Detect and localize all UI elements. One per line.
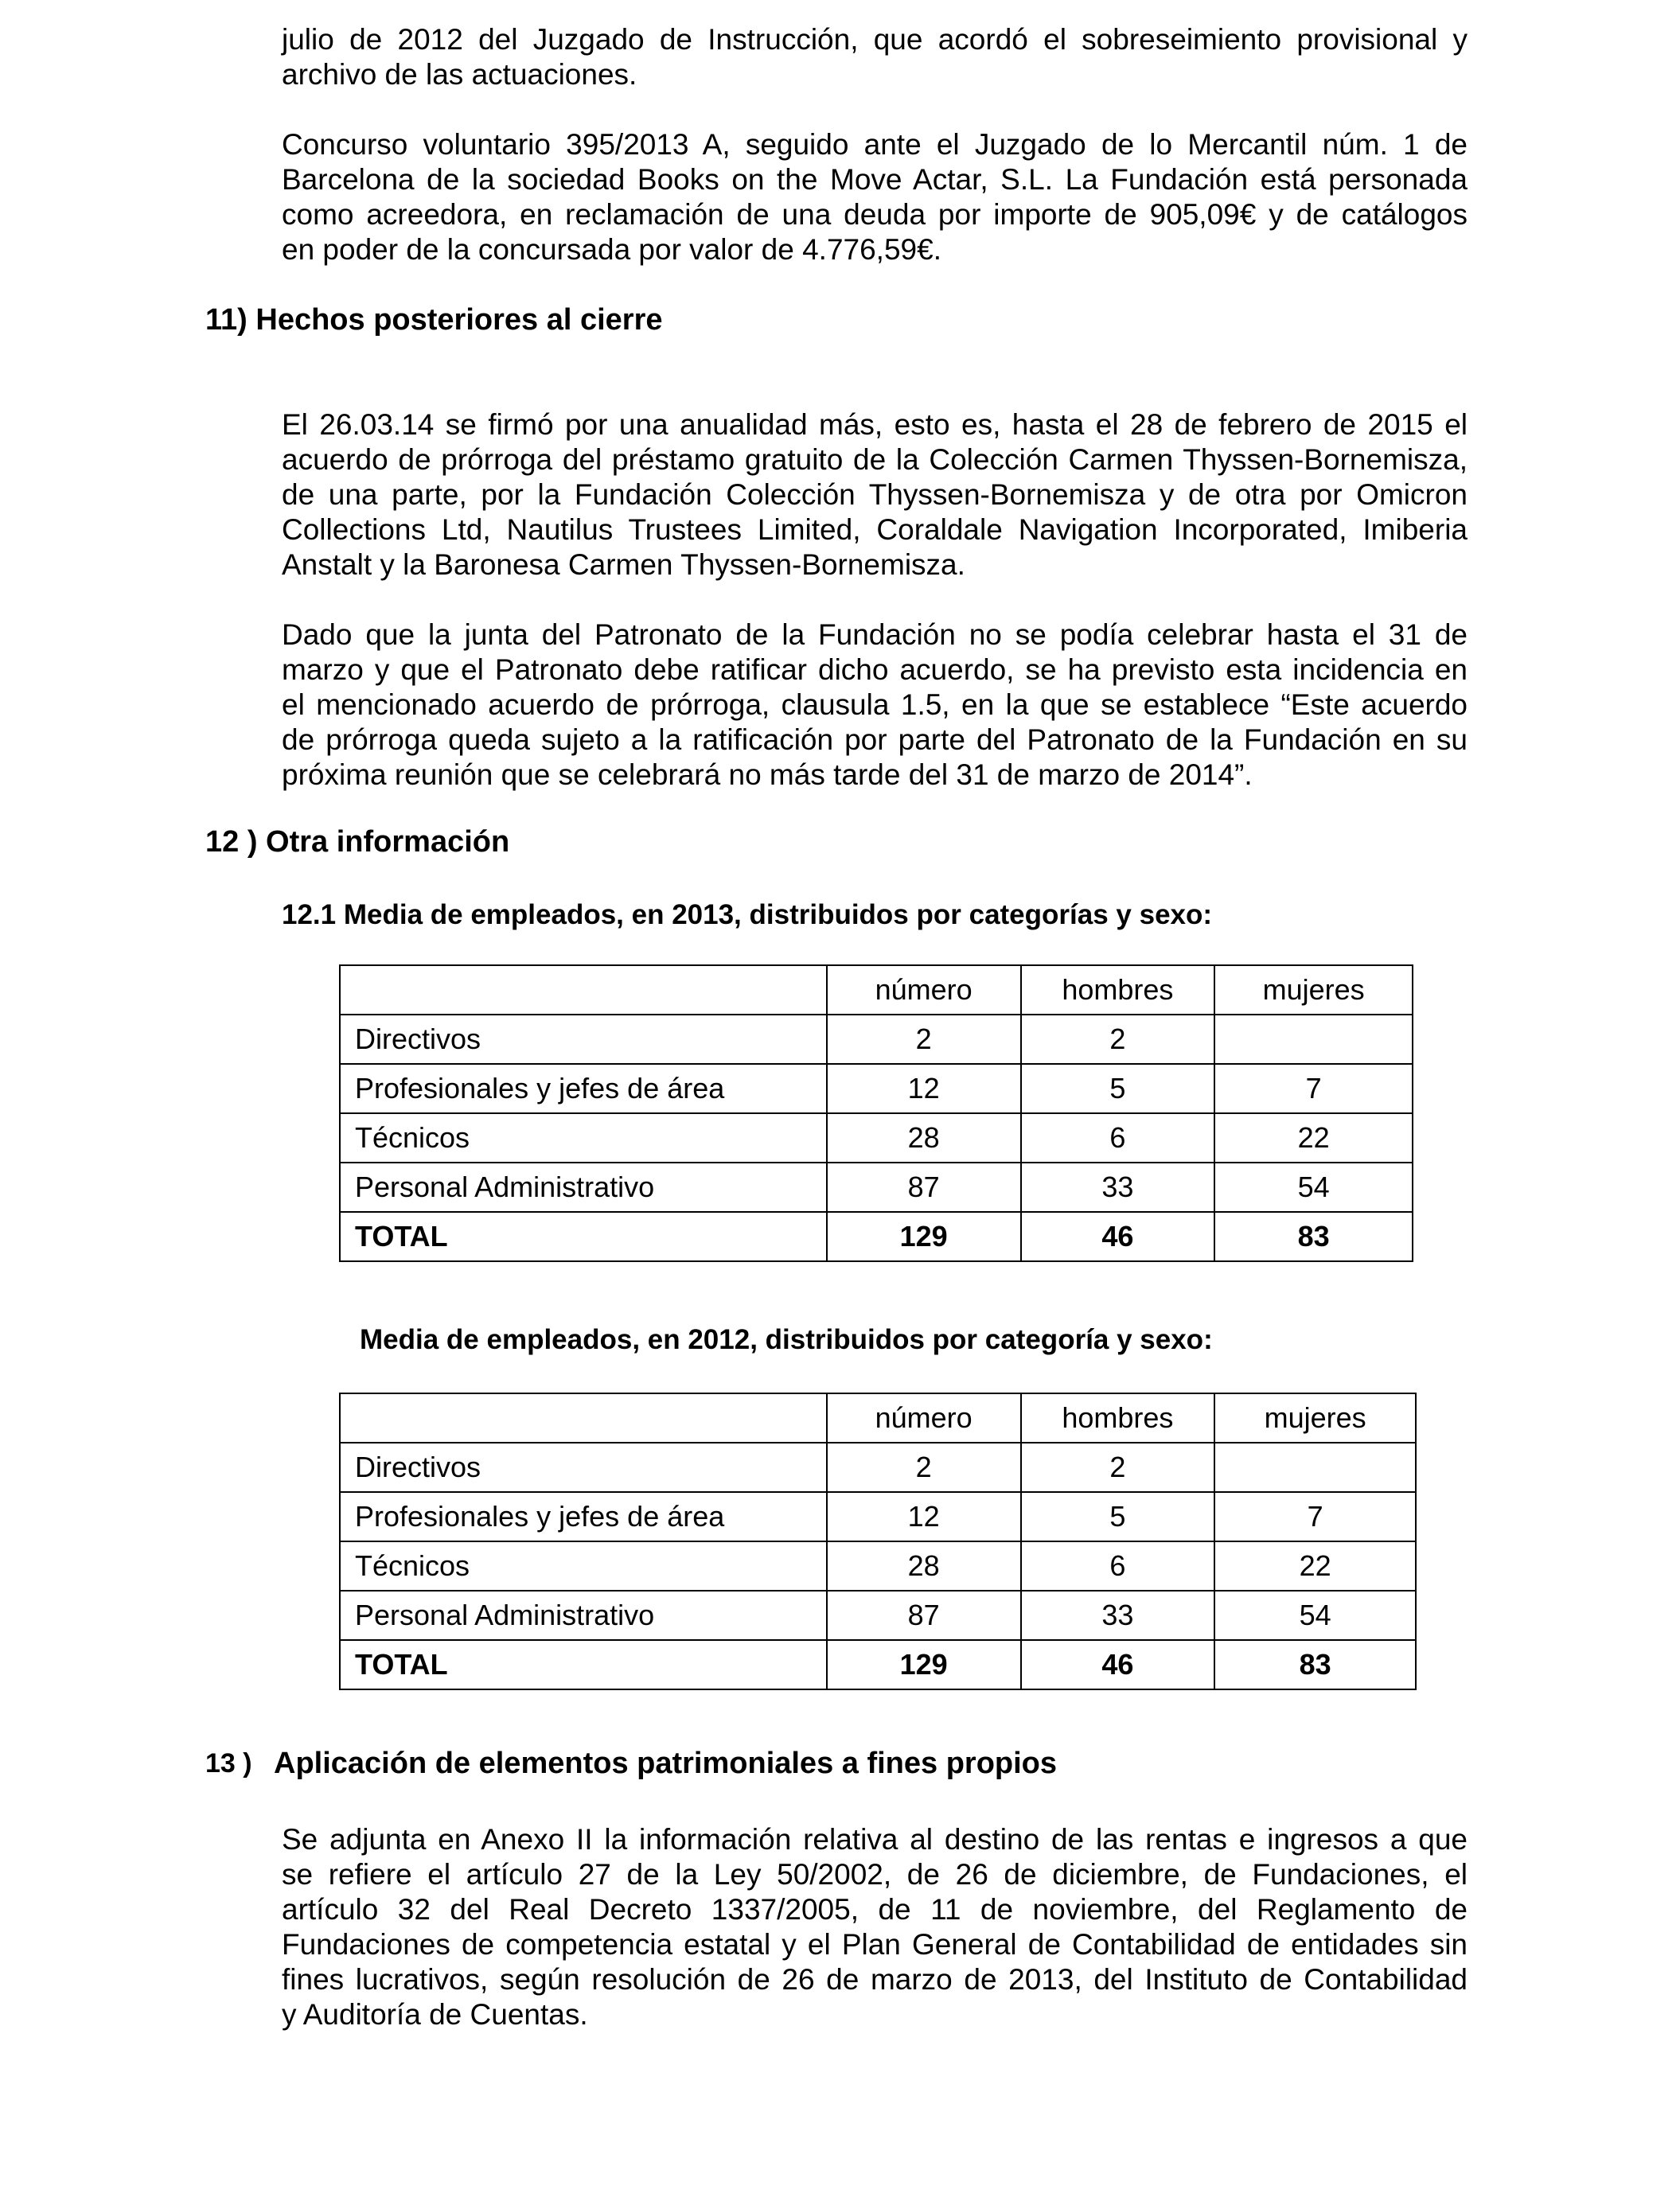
table-row — [340, 1064, 1413, 1113]
concurso-paragraph — [282, 127, 1468, 267]
category-cell: Personal Administrativo — [340, 1163, 827, 1212]
value-cell: 2 — [1021, 1015, 1215, 1064]
table-total-row — [340, 1212, 1413, 1261]
category-cell: Directivos — [340, 1015, 827, 1064]
value-cell: 7 — [1214, 1064, 1413, 1113]
paragraph-line: en poder de la concursada por valor de 4.776,59€. — [282, 233, 941, 266]
employees-table-2013 — [339, 964, 1413, 1262]
value-cell: 129 — [827, 1640, 1021, 1689]
value-cell — [1214, 1015, 1413, 1064]
table-2012-caption: Media de empleados, en 2012, distribuidos por categoría y sexo: — [360, 1324, 1213, 1355]
value-cell: 6 — [1021, 1113, 1215, 1163]
value-cell — [1214, 1443, 1416, 1492]
paragraph-line: de una parte, por la Fundación Colección Thyssen-Bornemisza y de otra por Omicron — [282, 478, 1468, 511]
paragraph-line: acuerdo de prórroga del préstamo gratuito de la Colección Carmen Thyssen-Bornemisza, — [282, 443, 1468, 476]
value-cell: 5 — [1021, 1492, 1215, 1541]
paragraph-line: Collections Ltd, Nautilus Trustees Limited, Coraldale Navigation Incorporated, Imiberia — [282, 513, 1468, 546]
value-cell: 54 — [1214, 1163, 1413, 1212]
table-total-row — [340, 1640, 1416, 1689]
paragraph-line: de prórroga queda sujeto a la ratificación por parte del Patronato de la Fundación en su — [282, 723, 1468, 756]
table-row — [340, 1113, 1413, 1163]
paragraph-line: próxima reunión que se celebrará no más tarde del 31 de marzo de 2014”. — [282, 758, 1253, 791]
value-cell: 28 — [827, 1113, 1021, 1163]
value-cell: 87 — [827, 1163, 1021, 1212]
category-cell: Directivos — [340, 1443, 827, 1492]
paragraph-line: artículo 32 del Real Decreto 1337/2005, de 11 de noviembre, del Reglamento de — [282, 1893, 1468, 1926]
value-cell: mujeres — [1214, 965, 1413, 1015]
section-13-title: Aplicación de elementos patrimoniales a fines propios — [274, 1747, 1058, 1780]
table-header-row — [340, 1393, 1416, 1443]
paragraph-line: Fundaciones de competencia estatal y el Plan General de Contabilidad de entidades sin — [282, 1928, 1468, 1961]
category-cell: Profesionales y jefes de área — [340, 1064, 827, 1113]
paragraph-line: el mencionado acuerdo de prórroga, clausula 1.5, en la que se establece “Este acuerdo — [282, 688, 1468, 721]
table-row — [340, 1015, 1413, 1064]
value-cell: 129 — [827, 1212, 1021, 1261]
employees-table-2012 — [339, 1393, 1417, 1690]
value-cell: 33 — [1021, 1163, 1215, 1212]
section-13-paragraph — [282, 1822, 1468, 2032]
section-11-paragraph-1 — [282, 407, 1468, 582]
value-cell: 54 — [1214, 1591, 1416, 1640]
value-cell: 12 — [827, 1064, 1021, 1113]
value-cell: 83 — [1214, 1640, 1416, 1689]
value-cell: 6 — [1021, 1541, 1215, 1591]
value-cell: 7 — [1214, 1492, 1416, 1541]
category-cell — [340, 965, 827, 1015]
category-cell: TOTAL — [340, 1212, 827, 1261]
paragraph-line: marzo y que el Patronato debe ratificar dicho acuerdo, se ha previsto esta incidencia en — [282, 653, 1468, 686]
value-cell: 2 — [827, 1015, 1021, 1064]
category-cell — [340, 1393, 827, 1443]
table-row — [340, 1492, 1416, 1541]
section-12-title: 12 ) Otra información — [205, 825, 510, 859]
intro-paragraph — [282, 22, 1468, 92]
paragraph-line: como acreedora, en reclamación de una deuda por importe de 905,09€ y de catálogos — [282, 198, 1468, 231]
value-cell: 83 — [1214, 1212, 1413, 1261]
value-cell: número — [827, 1393, 1021, 1443]
paragraph-line: Concurso voluntario 395/2013 A, seguido ante el Juzgado de lo Mercantil núm. 1 de — [282, 128, 1468, 161]
paragraph-line: archivo de las actuaciones. — [282, 58, 637, 91]
value-cell: 2 — [1021, 1443, 1215, 1492]
paragraph-line: y Auditoría de Cuentas. — [282, 1998, 588, 2031]
category-cell: TOTAL — [340, 1640, 827, 1689]
value-cell: 12 — [827, 1492, 1021, 1541]
value-cell: hombres — [1021, 965, 1215, 1015]
table-row — [340, 1541, 1416, 1591]
value-cell: 2 — [827, 1443, 1021, 1492]
value-cell: número — [827, 965, 1021, 1015]
paragraph-line: Anstalt y la Baronesa Carmen Thyssen-Bornemisza. — [282, 548, 965, 581]
paragraph-line: El 26.03.14 se firmó por una anualidad más, esto es, hasta el 28 de febrero de 2015 el — [282, 408, 1468, 441]
value-cell: hombres — [1021, 1393, 1215, 1443]
section-13-number: 13 ) — [205, 1748, 252, 1778]
table-row — [340, 1163, 1413, 1212]
paragraph-line: Barcelona de la sociedad Books on the Move Actar, S.L. La Fundación está personada — [282, 163, 1468, 196]
paragraph-line: julio de 2012 del Juzgado de Instrucción, que acordó el sobreseimiento provisional y — [282, 23, 1468, 56]
category-cell: Personal Administrativo — [340, 1591, 827, 1640]
category-cell: Profesionales y jefes de área — [340, 1492, 827, 1541]
paragraph-line: Se adjunta en Anexo II la información relativa al destino de las rentas e ingresos a que — [282, 1823, 1468, 1856]
value-cell: 5 — [1021, 1064, 1215, 1113]
value-cell: 46 — [1021, 1212, 1215, 1261]
table-header-row — [340, 965, 1413, 1015]
table-2013-caption: 12.1 Media de empleados, en 2013, distribuidos por categorías y sexo: — [282, 899, 1213, 930]
value-cell: mujeres — [1214, 1393, 1416, 1443]
value-cell: 87 — [827, 1591, 1021, 1640]
value-cell: 28 — [827, 1541, 1021, 1591]
section-11-paragraph-2 — [282, 618, 1468, 793]
value-cell: 33 — [1021, 1591, 1215, 1640]
paragraph-line: Dado que la junta del Patronato de la Fundación no se podía celebrar hasta el 31 de — [282, 618, 1468, 651]
value-cell: 46 — [1021, 1640, 1215, 1689]
table-row — [340, 1591, 1416, 1640]
category-cell: Técnicos — [340, 1113, 827, 1163]
value-cell: 22 — [1214, 1541, 1416, 1591]
value-cell: 22 — [1214, 1113, 1413, 1163]
table-row — [340, 1443, 1416, 1492]
paragraph-line: se refiere el artículo 27 de la Ley 50/2002, de 26 de diciembre, de Fundaciones, el — [282, 1858, 1468, 1891]
section-11-title: 11) Hechos posteriores al cierre — [205, 303, 663, 337]
category-cell: Técnicos — [340, 1541, 827, 1591]
paragraph-line: fines lucrativos, según resolución de 26 de marzo de 2013, del Instituto de Contabilidad — [282, 1963, 1468, 1996]
